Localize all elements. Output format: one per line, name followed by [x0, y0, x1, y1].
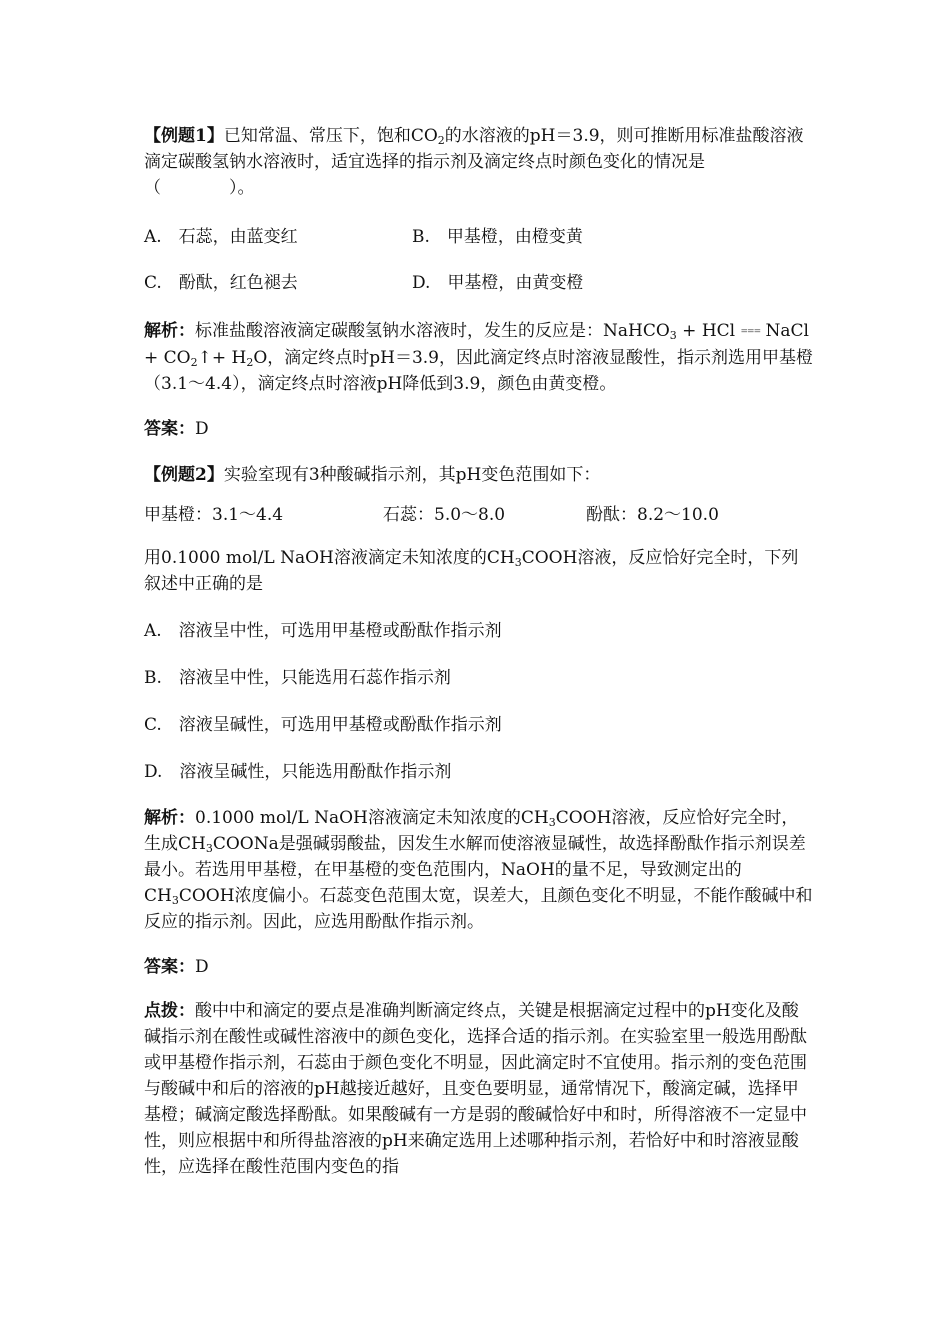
example-1-question: 【例题1】已知常温、常压下，饱和$CO_2$的水溶液的pH＝3.9，则可推断用标准盐酸溶液滴定碳酸氢钠水溶液时，适宜选择的指示剂及滴定终点时颜色变化的情况是（ ）。: [144, 126, 804, 198]
indicator-phenolphthalein: 酚酞：8.2～10.0: [586, 505, 719, 525]
example-2-analysis: 解析：0.1000 mol/L NaOH溶液滴定未知浓度的$CH_3COOH$溶液，反应恰好完全时，生成$CH_3COONa$是强碱弱酸盐，因发生水解而使溶液显碱性，故选择酚酞作指示剂误差最小。若选用甲基橙，在甲基橙的变色范围内，NaOH的量不足，导致测定出的$CH_3COOH$浓度偏小。石蕊变色范围太宽，误差大，且颜色变化不明显，不能作酸碱中和反应的指示剂。因此，应选用酚酞作指示剂。: [144, 808, 813, 932]
example-2-tag: 【例题2】: [144, 465, 224, 485]
indicator-litmus: 石蕊：5.0～8.0: [383, 505, 506, 525]
example-1-option-a: A. 石蕊，由蓝变红: [144, 227, 298, 247]
example-1-option-b: B. 甲基橙，由橙变黄: [412, 227, 583, 247]
example-2-question: 用0.1000 mol/L NaOH溶液滴定未知浓度的$CH_3COOH$溶液，反应恰好完全时，下列叙述中正确的是: [144, 548, 799, 594]
indicator-methyl-orange: 甲基橙：3.1～4.4: [144, 505, 284, 525]
equals-sign: ===: [740, 327, 761, 337]
example-2-option-c: C. 溶液呈碱性，可选用甲基橙或酚酞作指示剂: [144, 715, 502, 735]
example-2-intro: 【例题2】实验室现有3种酸碱指示剂，其pH变色范围如下：: [144, 465, 601, 485]
example-2-option-a: A. 溶液呈中性，可选用甲基橙或酚酞作指示剂: [144, 621, 502, 641]
example-2-answer: 答案：D: [144, 957, 209, 977]
example-1-analysis: 解析：标准盐酸溶液滴定碳酸氢钠水溶液时，发生的反应是：NaHCO$_3$ + HCl === NaCl + $CO_2↑+ H_2O$，滴定终点时pH＝3.9，因此滴定终点时溶液显酸性，指示剂选用甲基橙（3.1～4.4），滴定终点时溶液pH降低到3.9，颜色由黄变橙。: [144, 321, 813, 394]
example-1-option-c: C. 酚酞，红色褪去: [144, 273, 298, 293]
example-2-option-b: B. 溶液呈中性，只能选用石蕊作指示剂: [144, 668, 451, 688]
example-1-option-d: D. 甲基橙，由黄变橙: [412, 273, 584, 293]
tip-label: 点拨：: [144, 1001, 195, 1021]
tip-paragraph: 点拨：酸中中和滴定的要点是准确判断滴定终点，关键是根据滴定过程中的pH变化及酸碱指示剂在酸性或碱性溶液中的颜色变化，选择合适的指示剂。在实验室里一般选用酚酞或甲基橙作指示剂，石蕊由于颜色变化不明显，因此滴定时不宜使用。指示剂的变色范围与酸碱中和后的溶液的pH越接近越好，且变色要明显，通常情况下，酸滴定碱，选择甲基橙；碱滴定酸选择酚酞。如果酸碱有一方是弱的酸碱恰好中和时，所得溶液不一定显中性，则应根据中和所得盐溶液的pH来确定选用上述哪种指示剂，若恰好中和时溶液显酸性，应选择在酸性范围内变色的指: [144, 1001, 807, 1177]
analysis-label: 解析：: [144, 321, 195, 341]
example-1-tag: 【例题1】: [144, 126, 224, 146]
analysis-label: 解析：: [144, 808, 195, 828]
example-2-option-d: D. 溶液呈碱性，只能选用酚酞作指示剂: [144, 762, 452, 782]
example-1-answer: 答案：D: [144, 419, 209, 439]
